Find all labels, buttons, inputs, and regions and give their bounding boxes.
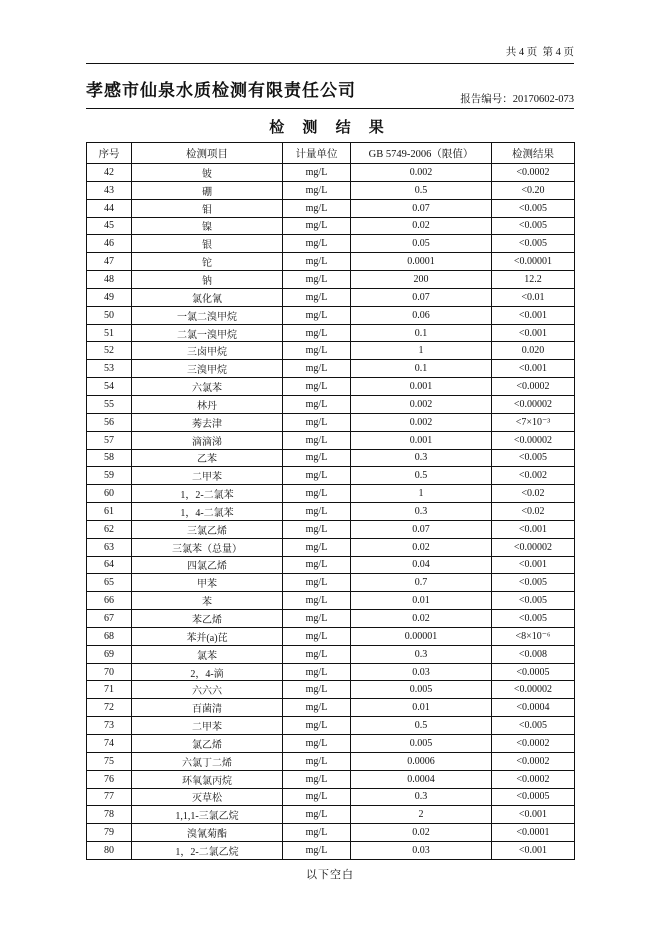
cell-item: 甲苯 (132, 574, 283, 592)
cell-item: 四氯乙烯 (132, 556, 283, 574)
cell-seq: 45 (87, 217, 132, 235)
table-row (87, 467, 575, 485)
cell-unit: mg/L (283, 164, 351, 182)
table-row (87, 306, 575, 324)
cell-seq: 61 (87, 503, 132, 521)
cell-result: 12.2 (492, 271, 575, 289)
cell-unit: mg/L (283, 271, 351, 289)
table-row (87, 556, 575, 574)
cell-limit: 0.5 (351, 181, 492, 199)
cell-result: <0.001 (492, 556, 575, 574)
cell-result: <0.00002 (492, 538, 575, 556)
cell-unit: mg/L (283, 663, 351, 681)
cell-result: <0.001 (492, 806, 575, 824)
cell-limit: 0.3 (351, 788, 492, 806)
cell-seq: 77 (87, 788, 132, 806)
cell-limit: 0.001 (351, 431, 492, 449)
table-row (87, 164, 575, 182)
cell-unit: mg/L (283, 717, 351, 735)
table-row (87, 842, 575, 860)
document-title: 检 测 结 果 (269, 119, 391, 136)
cell-seq: 62 (87, 520, 132, 538)
cell-item: 2，4-滴 (132, 663, 283, 681)
cell-seq: 60 (87, 485, 132, 503)
cell-unit: mg/L (283, 431, 351, 449)
results-table-header (87, 143, 575, 164)
cell-limit: 0.002 (351, 164, 492, 182)
cell-limit: 2 (351, 806, 492, 824)
cell-result: <0.0002 (492, 735, 575, 753)
cell-item: 三溴甲烷 (132, 360, 283, 378)
cell-item: 1，4-二氯苯 (132, 503, 283, 521)
cell-limit: 0.02 (351, 610, 492, 628)
cell-seq: 76 (87, 770, 132, 788)
cell-limit: 0.5 (351, 467, 492, 485)
cell-limit: 1 (351, 485, 492, 503)
table-row (87, 574, 575, 592)
cell-result: <0.0002 (492, 770, 575, 788)
cell-seq: 50 (87, 306, 132, 324)
cell-unit: mg/L (283, 806, 351, 824)
cell-result: <0.005 (492, 610, 575, 628)
cell-limit: 0.02 (351, 824, 492, 842)
cell-unit: mg/L (283, 681, 351, 699)
table-row (87, 378, 575, 396)
cell-result: <0.0005 (492, 788, 575, 806)
cell-result: <0.008 (492, 645, 575, 663)
table-row (87, 288, 575, 306)
table-row (87, 413, 575, 431)
cell-limit: 0.002 (351, 395, 492, 413)
cell-limit: 0.1 (351, 360, 492, 378)
table-row (87, 538, 575, 556)
cell-limit: 0.02 (351, 538, 492, 556)
cell-limit: 0.0006 (351, 752, 492, 770)
cell-item: 灭草松 (132, 788, 283, 806)
report-number-value: 20170602-073 (512, 94, 574, 105)
cell-result: <0.001 (492, 306, 575, 324)
cell-unit: mg/L (283, 752, 351, 770)
table-row (87, 592, 575, 610)
cell-limit: 0.05 (351, 235, 492, 253)
cell-item: 氯化氰 (132, 288, 283, 306)
cell-limit: 0.005 (351, 735, 492, 753)
cell-unit: mg/L (283, 699, 351, 717)
cell-unit: mg/L (283, 253, 351, 271)
cell-seq: 72 (87, 699, 132, 717)
cell-result: <0.0002 (492, 752, 575, 770)
cell-result: <0.00002 (492, 395, 575, 413)
cell-result: <0.005 (492, 199, 575, 217)
cell-limit: 0.07 (351, 199, 492, 217)
cell-item: 滴滴涕 (132, 431, 283, 449)
cell-item: 苯乙烯 (132, 610, 283, 628)
cell-unit: mg/L (283, 217, 351, 235)
cell-limit: 0.3 (351, 449, 492, 467)
cell-limit: 0.0001 (351, 253, 492, 271)
cell-result: <0.005 (492, 449, 575, 467)
cell-item: 二氯一溴甲烷 (132, 324, 283, 342)
cell-result: <0.00001 (492, 253, 575, 271)
cell-unit: mg/L (283, 824, 351, 842)
table-row (87, 520, 575, 538)
cell-result: <0.0002 (492, 164, 575, 182)
cell-item: 硼 (132, 181, 283, 199)
cell-unit: mg/L (283, 235, 351, 253)
cell-unit: mg/L (283, 199, 351, 217)
cell-item: 莠去津 (132, 413, 283, 431)
cell-result: <0.0001 (492, 824, 575, 842)
cell-limit: 0.3 (351, 503, 492, 521)
cell-unit: mg/L (283, 395, 351, 413)
table-row (87, 681, 575, 699)
table-row (87, 503, 575, 521)
cell-unit: mg/L (283, 485, 351, 503)
cell-result: <0.001 (492, 520, 575, 538)
cell-seq: 56 (87, 413, 132, 431)
cell-unit: mg/L (283, 181, 351, 199)
cell-item: 六氯丁二烯 (132, 752, 283, 770)
cell-item: 镍 (132, 217, 283, 235)
cell-result: <0.0002 (492, 378, 575, 396)
cell-unit: mg/L (283, 627, 351, 645)
cell-item: 三氯苯（总量） (132, 538, 283, 556)
cell-item: 环氧氯丙烷 (132, 770, 283, 788)
cell-unit: mg/L (283, 842, 351, 860)
cell-limit: 0.001 (351, 378, 492, 396)
cell-unit: mg/L (283, 610, 351, 628)
cell-seq: 79 (87, 824, 132, 842)
cell-limit: 0.01 (351, 699, 492, 717)
table-row (87, 699, 575, 717)
cell-result: <0.02 (492, 503, 575, 521)
cell-seq: 66 (87, 592, 132, 610)
cell-limit: 0.03 (351, 663, 492, 681)
cell-item: 1，2-二氯乙烷 (132, 842, 283, 860)
cell-limit: 0.03 (351, 842, 492, 860)
cell-result: <0.20 (492, 181, 575, 199)
table-row (87, 449, 575, 467)
cell-unit: mg/L (283, 538, 351, 556)
table-row (87, 271, 575, 289)
cell-limit: 0.02 (351, 217, 492, 235)
report-number-label: 报告编号： (460, 94, 513, 105)
cell-item: 铊 (132, 253, 283, 271)
cell-seq: 64 (87, 556, 132, 574)
cell-item: 六氯苯 (132, 378, 283, 396)
cell-limit: 0.04 (351, 556, 492, 574)
cell-seq: 70 (87, 663, 132, 681)
cell-seq: 68 (87, 627, 132, 645)
cell-result: <0.005 (492, 217, 575, 235)
cell-item: 溴氰菊酯 (132, 824, 283, 842)
cell-item: 乙苯 (132, 449, 283, 467)
table-row (87, 610, 575, 628)
cell-seq: 58 (87, 449, 132, 467)
cell-result: <0.005 (492, 235, 575, 253)
cell-seq: 80 (87, 842, 132, 860)
cell-result: <0.01 (492, 288, 575, 306)
cell-unit: mg/L (283, 342, 351, 360)
cell-limit: 0.005 (351, 681, 492, 699)
table-row (87, 217, 575, 235)
company-name: 孝感市仙泉水质检测有限责任公司 (86, 81, 356, 100)
cell-unit: mg/L (283, 556, 351, 574)
cell-item: 1，2-二氯苯 (132, 485, 283, 503)
cell-seq: 44 (87, 199, 132, 217)
cell-item: 三氯乙烯 (132, 520, 283, 538)
table-row (87, 485, 575, 503)
col-header-item: 检测项目 (132, 143, 283, 164)
cell-unit: mg/L (283, 306, 351, 324)
cell-limit: 0.7 (351, 574, 492, 592)
cell-unit: mg/L (283, 288, 351, 306)
cell-unit: mg/L (283, 574, 351, 592)
cell-unit: mg/L (283, 378, 351, 396)
cell-seq: 54 (87, 378, 132, 396)
cell-item: 苯并(a)芘 (132, 627, 283, 645)
cell-limit: 1 (351, 342, 492, 360)
cell-seq: 75 (87, 752, 132, 770)
cell-limit: 0.5 (351, 717, 492, 735)
cell-item: 银 (132, 235, 283, 253)
table-row (87, 181, 575, 199)
cell-seq: 71 (87, 681, 132, 699)
cell-unit: mg/L (283, 324, 351, 342)
cell-result: <0.001 (492, 360, 575, 378)
table-row (87, 360, 575, 378)
cell-item: 二甲苯 (132, 467, 283, 485)
cell-seq: 51 (87, 324, 132, 342)
table-row (87, 627, 575, 645)
cell-item: 1,1,1-三氯乙烷 (132, 806, 283, 824)
report-number-line (86, 91, 574, 106)
cell-item: 苯 (132, 592, 283, 610)
cell-item: 一氯二溴甲烷 (132, 306, 283, 324)
table-row (87, 806, 575, 824)
results-table (86, 142, 575, 860)
cell-seq: 74 (87, 735, 132, 753)
cell-unit: mg/L (283, 520, 351, 538)
cell-seq: 73 (87, 717, 132, 735)
cell-seq: 55 (87, 395, 132, 413)
col-header-seq: 序号 (87, 143, 132, 164)
cell-seq: 57 (87, 431, 132, 449)
cell-result: <0.0004 (492, 699, 575, 717)
table-row (87, 752, 575, 770)
table-row (87, 717, 575, 735)
page-number-info: 共 4 页 第 4 页 (505, 47, 574, 58)
header-divider (86, 108, 574, 109)
cell-result: <0.005 (492, 717, 575, 735)
cell-result: <0.001 (492, 324, 575, 342)
cell-seq: 69 (87, 645, 132, 663)
cell-item: 钠 (132, 271, 283, 289)
table-row (87, 770, 575, 788)
cell-limit: 0.01 (351, 592, 492, 610)
cell-seq: 53 (87, 360, 132, 378)
cell-limit: 0.002 (351, 413, 492, 431)
cell-limit: 0.3 (351, 645, 492, 663)
table-row (87, 235, 575, 253)
cell-seq: 47 (87, 253, 132, 271)
cell-item: 氯苯 (132, 645, 283, 663)
cell-result: 0.020 (492, 342, 575, 360)
cell-unit: mg/L (283, 449, 351, 467)
cell-seq: 46 (87, 235, 132, 253)
cell-result: <8×10⁻⁶ (492, 627, 575, 645)
cell-result: <0.0005 (492, 663, 575, 681)
cell-item: 六六六 (132, 681, 283, 699)
cell-seq: 52 (87, 342, 132, 360)
cell-limit: 0.1 (351, 324, 492, 342)
cell-item: 二甲苯 (132, 717, 283, 735)
header-row (87, 143, 575, 164)
cell-seq: 59 (87, 467, 132, 485)
cell-item: 百菌清 (132, 699, 283, 717)
col-header-result: 检测结果 (492, 143, 575, 164)
table-row (87, 788, 575, 806)
cell-item: 氯乙烯 (132, 735, 283, 753)
table-row (87, 735, 575, 753)
cell-result: <0.00002 (492, 431, 575, 449)
cell-unit: mg/L (283, 503, 351, 521)
cell-item: 林丹 (132, 395, 283, 413)
cell-result: <0.001 (492, 842, 575, 860)
table-row (87, 824, 575, 842)
cell-unit: mg/L (283, 788, 351, 806)
table-row (87, 199, 575, 217)
cell-item: 三卤甲烷 (132, 342, 283, 360)
cell-limit: 0.07 (351, 288, 492, 306)
cell-unit: mg/L (283, 645, 351, 663)
cell-result: <0.00002 (492, 681, 575, 699)
cell-unit: mg/L (283, 467, 351, 485)
cell-item: 铍 (132, 164, 283, 182)
cell-item: 钼 (132, 199, 283, 217)
cell-limit: 200 (351, 271, 492, 289)
cell-unit: mg/L (283, 735, 351, 753)
cell-result: <0.005 (492, 592, 575, 610)
cell-seq: 63 (87, 538, 132, 556)
table-row (87, 431, 575, 449)
cell-unit: mg/L (283, 413, 351, 431)
cell-seq: 78 (87, 806, 132, 824)
cell-result: <0.02 (492, 485, 575, 503)
cell-result: <0.005 (492, 574, 575, 592)
cell-limit: 0.06 (351, 306, 492, 324)
table-row (87, 342, 575, 360)
cell-result: <0.002 (492, 467, 575, 485)
cell-unit: mg/L (283, 360, 351, 378)
top-divider (86, 63, 574, 64)
cell-seq: 48 (87, 271, 132, 289)
cell-seq: 49 (87, 288, 132, 306)
cell-seq: 42 (87, 164, 132, 182)
results-table-body (87, 164, 575, 860)
table-row (87, 253, 575, 271)
table-row (87, 663, 575, 681)
col-header-limit: GB 5749-2006（限值） (351, 143, 492, 164)
table-row (87, 645, 575, 663)
cell-seq: 43 (87, 181, 132, 199)
cell-unit: mg/L (283, 592, 351, 610)
cell-result: <7×10⁻³ (492, 413, 575, 431)
cell-limit: 0.00001 (351, 627, 492, 645)
cell-unit: mg/L (283, 770, 351, 788)
cell-seq: 65 (87, 574, 132, 592)
cell-seq: 67 (87, 610, 132, 628)
table-row (87, 395, 575, 413)
col-header-unit: 计量单位 (283, 143, 351, 164)
cell-limit: 0.07 (351, 520, 492, 538)
footer-blank-note: 以下空白 (306, 869, 354, 881)
table-row (87, 324, 575, 342)
cell-limit: 0.0004 (351, 770, 492, 788)
